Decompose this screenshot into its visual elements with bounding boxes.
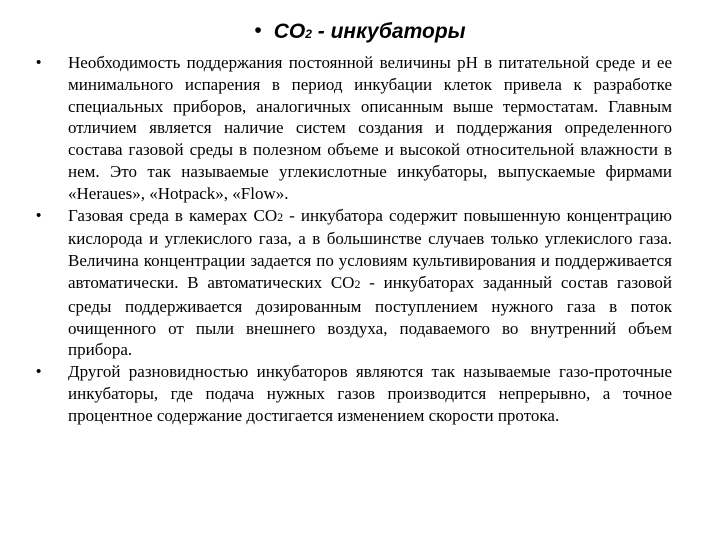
title-bullet: • <box>254 19 262 42</box>
list-item <box>36 52 672 205</box>
bullet-marker: • <box>36 363 42 381</box>
bullet-marker: • <box>36 54 42 71</box>
list-item <box>36 205 672 362</box>
slide-title <box>0 18 720 48</box>
bullet-marker: • <box>36 206 42 224</box>
subscript: 2 <box>277 209 284 224</box>
paragraph-text: Другой разновидностью инкубаторов являются так называемые газо-проточные инкубаторы, где подача нужных газов производится непрерывно, а точное процентное содержание достигается изменением скорости протока. <box>68 362 672 425</box>
paragraph-text: - инкубаторах заданный состав газовой среды поддерживается дозированным поступлением нужного газа в поток очищенного от пыли внешнего воздуха, подаваемого во внутренний объем прибора. <box>68 272 672 360</box>
subscript: 2 <box>354 276 361 291</box>
paragraph-text: Необходимость поддержания постоянной величины pH в питательной среде и ее минимального испарения в период инкубации клеток привела к разработке специальных приборов, аналогичных описанным выше термостатам. Главным отличием является наличие систем создания и поддержания определенного состава газовой среды в полезном объеме и высокой относительной влажности в нем. Это так называемые углекислотные инкубаторы, выпускаемые фирмами «Heraues», «Hotpack», «Flow». <box>68 53 672 203</box>
bullet-list <box>36 52 672 427</box>
title-suffix: - инкубаторы <box>311 20 466 43</box>
paragraph-text: - инкубатора содержит повышенную концентрацию кислорода и углекислого газа, а в большинстве случаев только углекислого газа. Величина концентрации задается по условиям культивирования и поддерживается автоматически. В автоматических CO <box>68 205 672 292</box>
title-subscript: 2 <box>305 27 312 41</box>
title-prefix: CO <box>273 20 306 43</box>
paragraph-text: Газовая среда в камерах CO <box>68 205 278 225</box>
list-item <box>36 361 672 426</box>
